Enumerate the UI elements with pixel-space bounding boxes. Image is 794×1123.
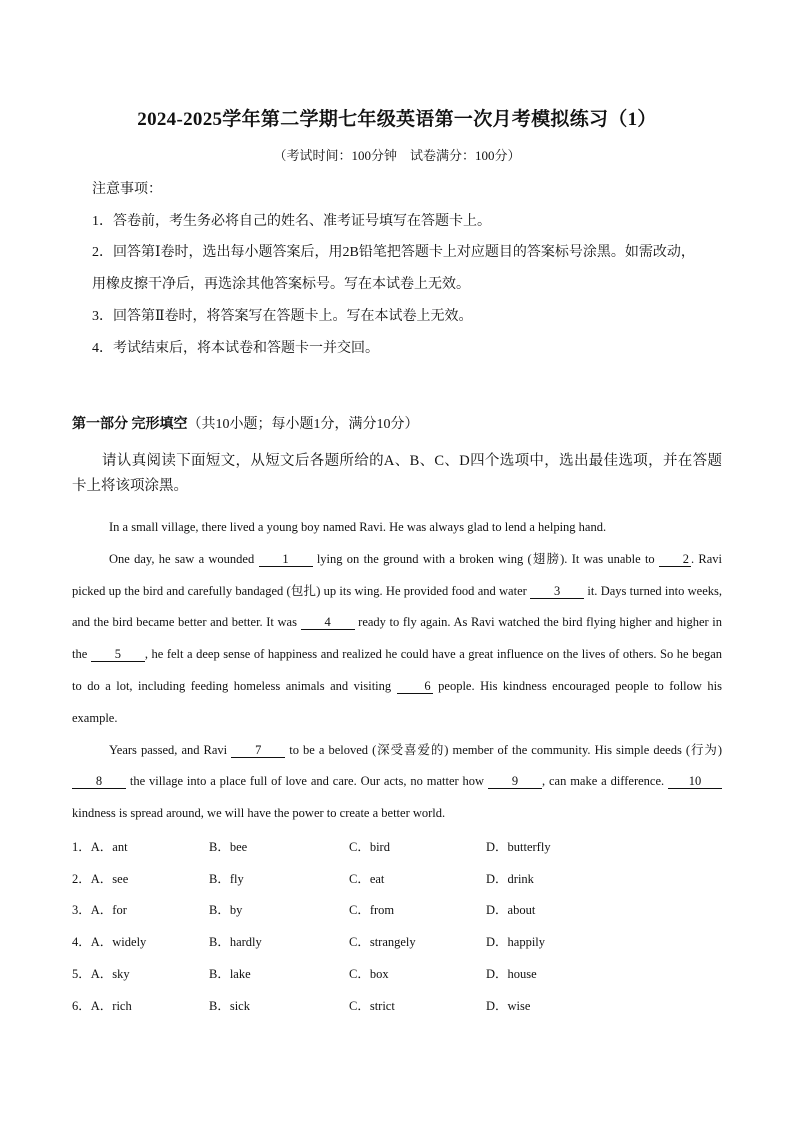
options-row-4 — [72, 932, 722, 952]
options-row-1 — [72, 837, 722, 857]
blank-6: 6 — [397, 679, 433, 694]
section-heading — [72, 413, 419, 433]
option-d: D．happily — [486, 935, 546, 949]
option-a: 2．A．see — [72, 872, 129, 886]
option-b: B．by — [209, 903, 243, 917]
section-info: （共10小题；每小题1分，满分10分） — [187, 417, 419, 432]
blank-3: 3 — [530, 584, 584, 599]
option-b: B．sick — [209, 999, 250, 1013]
option-b: B．lake — [209, 967, 251, 981]
option-c: C．strangely — [349, 935, 416, 949]
option-d: D．about — [486, 903, 536, 917]
notice-item-2-cont: 用橡皮擦干净后，再选涂其他答案标号。写在本试卷上无效。 — [92, 277, 470, 292]
option-c: C．bird — [349, 840, 390, 854]
exam-duration-info: （考试时间：100分钟 试卷满分：100分） — [273, 148, 521, 163]
page-title: 2024-2025学年第二学期七年级英语第一次月考模拟练习（1） — [137, 109, 657, 130]
options-row-2 — [72, 869, 722, 889]
notice-item-1: 1．答卷前，考生务必将自己的姓名、准考证号填写在答题卡上。 — [92, 214, 491, 229]
option-d: D．wise — [486, 999, 531, 1013]
blank-2: 2 — [659, 552, 691, 567]
option-b: B．bee — [209, 840, 248, 854]
notice-item-4: 4．考试结束后，将本试卷和答题卡一并交回。 — [92, 341, 379, 356]
options-row-6 — [72, 996, 722, 1016]
option-b: B．hardly — [209, 935, 262, 949]
option-d: D．drink — [486, 872, 534, 886]
blank-1: 1 — [259, 552, 313, 567]
option-a: 5．A．sky — [72, 967, 130, 981]
options-row-5 — [72, 964, 722, 984]
notice-heading: 注意事项： — [92, 182, 162, 197]
blank-10: 10 — [668, 774, 722, 789]
options-row-3 — [72, 900, 722, 920]
option-c: C．box — [349, 967, 389, 981]
blank-4: 4 — [301, 615, 355, 630]
notice-item-3: 3．回答第Ⅱ卷时，将答案写在答题卡上。写在本试卷上无效。 — [92, 309, 473, 324]
blank-8: 8 — [72, 774, 126, 789]
option-a: 6．A．rich — [72, 999, 132, 1013]
cloze-passage — [72, 512, 722, 830]
blank-9: 9 — [488, 774, 542, 789]
section-instruction: 请认真阅读下面短文，从短文后各题所给的A、B、C、D四个选项中，选出最佳选项，并在答题卡上将该项涂黑。 — [72, 453, 722, 494]
blank-7: 7 — [231, 743, 285, 758]
option-c: C．strict — [349, 999, 395, 1013]
option-d: D．butterfly — [486, 840, 551, 854]
option-b: B．fly — [209, 872, 244, 886]
passage-paragraph-1: In a small village, there lived a young boy named Ravi. He was always glad to lend a helping hand. — [109, 520, 607, 534]
option-a: 4．A．widely — [72, 935, 147, 949]
notice-item-2: 2．回答第Ⅰ卷时，选出每小题答案后，用2B铅笔把答题卡上对应题目的答案标号涂黑。如需改动， — [92, 245, 695, 260]
passage-paragraph-2: One day, he saw a wounded 1 lying on the ground with a broken wing (翅膀). It was unable to 2 . Ravi picked up the bird and carefully bandaged (包扎) up its wing. He provided food and water 3 it. Days turned into weeks, and the bird became better and better. It was 4 ready to fly again. As Ravi watched the bird flying higher and higher in the 5 , he felt a deep sense of happiness and realized he could have a great influence on the lives of others. So he began to do a lot, including feeding homeless animals and visiting 6 people. His kindness encouraged people to follow his example. — [72, 551, 723, 725]
option-c: C．eat — [349, 872, 385, 886]
option-a: 3．A．for — [72, 903, 127, 917]
passage-paragraph-3: Years passed, and Ravi 7 to be a beloved (深受喜爱的) member of the community. His simple deeds (行为) 8 the village into a place full of love and care. Our acts, no matter how 9 , can make a difference. 10 kindness is spread around, we will have the power to create a better world. — [72, 742, 722, 821]
option-d: D．house — [486, 967, 537, 981]
option-a: 1．A．ant — [72, 840, 128, 854]
section-title: 第一部分 完形填空 — [72, 417, 188, 432]
option-c: C．from — [349, 903, 395, 917]
blank-5: 5 — [91, 647, 145, 662]
